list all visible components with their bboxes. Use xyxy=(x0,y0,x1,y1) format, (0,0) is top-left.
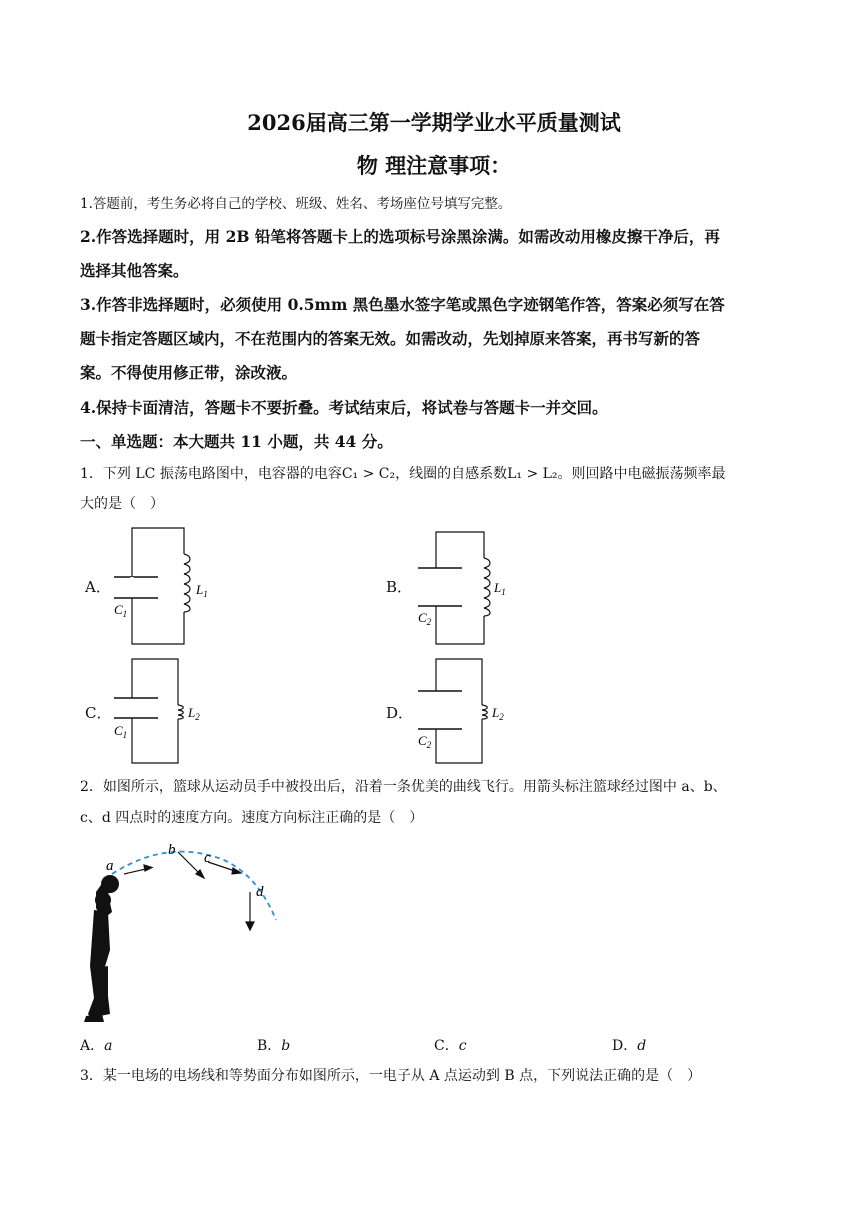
q3-stem-line1: 3．某一电场的电场线和等势面分布如图所示，一电子从 A 点运动到 B 点，下列说法正确的是（ ） xyxy=(80,1068,702,1084)
label-l1: $L_1$ xyxy=(494,580,506,597)
point-d-label: d xyxy=(256,884,264,900)
notice-2b: 选择其他答案。 xyxy=(80,261,189,280)
q2-choice-b: B．b xyxy=(257,1038,291,1054)
point-c-label: c xyxy=(204,850,211,866)
trajectory-curve xyxy=(112,852,276,920)
notice-4: 4.保持卡面清洁，答题卡不要折叠。考试结束后，将试卷与答题卡一并交回。 xyxy=(80,398,608,417)
q2-choice-c: C．c xyxy=(434,1038,467,1054)
q1-stem-line1: 1．下列 LC 振荡电路图中，电容器的电容C₁ > C₂，线圈的自感系数L₁ > L₂。则回路中电磁振荡频率最 xyxy=(80,466,726,482)
q1-option-b-label: B． xyxy=(386,578,413,596)
velocity-arrows xyxy=(124,852,254,930)
notice-3c: 案。不得使用修正带，涂改液。 xyxy=(80,363,298,382)
q1-option-a-label: A． xyxy=(85,578,111,596)
q1-option-c-label: C． xyxy=(85,704,112,722)
label-c2: $C_2$ xyxy=(418,610,432,627)
label-l1: $L_1$ xyxy=(196,582,208,599)
label-c1: $C_1$ xyxy=(114,602,128,619)
label-l2: $L_2$ xyxy=(188,705,200,722)
point-b-label: b xyxy=(168,842,176,858)
q1-option-d-label: D． xyxy=(386,704,414,722)
notice-3a: 3.作答非选择题时，必须使用 0.5mm 黑色墨水签字笔或黑色字迹钢笔作答，答案必须写在答 xyxy=(80,295,725,314)
q1-stem-line2: 大的是（ ） xyxy=(80,496,164,512)
basketball-figure xyxy=(78,838,288,1028)
label-c2: $C_2$ xyxy=(418,733,432,750)
lc-circuit-d xyxy=(408,655,518,767)
notice-2a: 2.作答选择题时，用 2B 铅笔将答题卡上的选项标号涂黑涂满。如需改动用橡皮擦干净后，再 xyxy=(80,227,720,246)
lc-circuit-a xyxy=(108,524,218,650)
label-c1: $C_1$ xyxy=(114,723,128,740)
section-heading: 一、单选题：本大题共 11 小题，共 44 分。 xyxy=(80,432,393,451)
page-subtitle: 物 理注意事项： xyxy=(356,153,512,178)
q2-stem-line1: 2．如图所示，篮球从运动员手中被投出后，沿着一条优美的曲线飞行。用箭头标注篮球经过图中 a、b、 xyxy=(80,779,727,795)
notice-1: 1.答题前，考生务必将自己的学校、班级、姓名、考场座位号填写完整。 xyxy=(80,196,512,212)
lc-circuit-c xyxy=(108,655,218,767)
q2-choice-d: D．d xyxy=(612,1038,647,1054)
player-silhouette xyxy=(84,878,114,1022)
lc-circuit-b xyxy=(408,528,518,648)
point-a-label: a xyxy=(106,858,114,874)
label-l2: $L_2$ xyxy=(492,705,504,722)
page-title: 2026届高三第一学期学业水平质量测试 xyxy=(247,110,621,135)
q2-stem-line2: c、d 四点时的速度方向。速度方向标注正确的是（ ） xyxy=(80,810,424,826)
notice-3b: 题卡指定答题区域内，不在范围内的答案无效。如需改动，先划掉原来答案，再书写新的答 xyxy=(80,329,701,348)
q2-choice-a: A．a xyxy=(80,1038,113,1054)
